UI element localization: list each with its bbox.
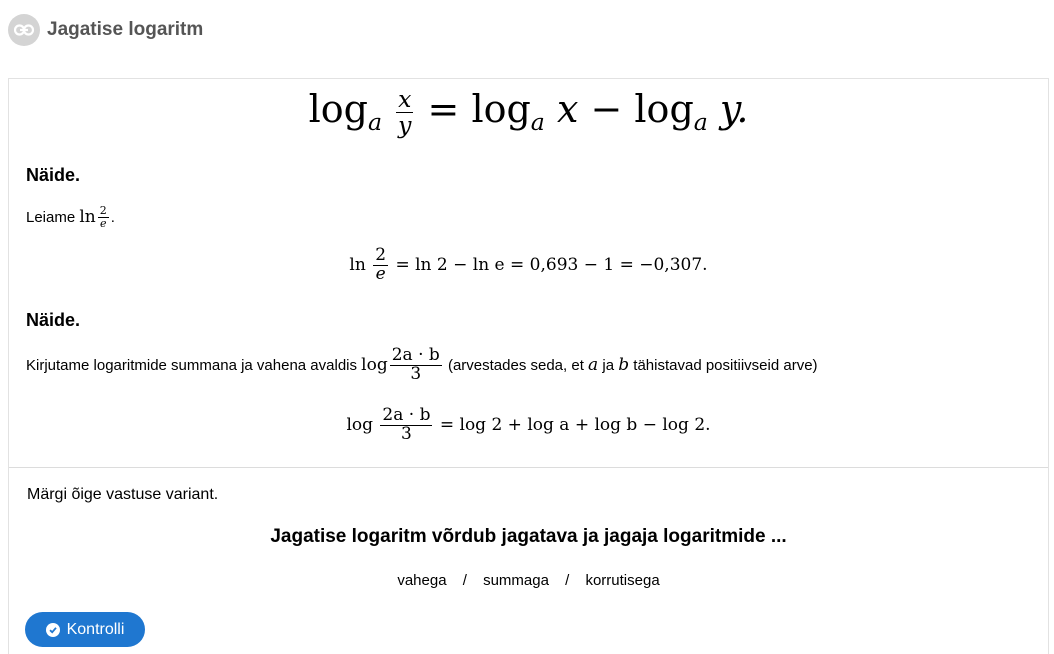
option-separator: / bbox=[462, 572, 467, 589]
link-icon[interactable] bbox=[8, 14, 40, 46]
quiz-question: Jagatise logaritm võrdub jagatava ja jagaja logaritmide ... bbox=[270, 526, 787, 547]
content-card bbox=[8, 78, 1049, 654]
answer-options bbox=[9, 572, 1048, 589]
example-heading-1: Näide. bbox=[26, 165, 81, 185]
option-korrutisega[interactable]: korrutisega bbox=[585, 572, 660, 589]
check-button-label: Kontrolli bbox=[66, 620, 125, 638]
quiz-section bbox=[9, 468, 1048, 654]
check-button[interactable] bbox=[25, 612, 145, 647]
page-title: Jagatise logaritm bbox=[47, 19, 204, 40]
example-2-intro: Kirjutame logaritmide summana ja vahena avaldis log $\frac{2a \cdot b}{3}$ (arvestades seda, et a ja b tähistavad positiivseid arve) bbox=[26, 345, 818, 384]
option-separator: / bbox=[565, 572, 570, 589]
example-2-equation: log $\frac{2a \cdot b}{3}$ = log 2 + log a + log b − log 2. bbox=[346, 405, 711, 444]
example-1-intro: Leiame ln $\frac{2}{e}$ . bbox=[26, 204, 115, 230]
quiz-instruction: Märgi õige vastuse variant. bbox=[27, 486, 219, 503]
check-circle-icon bbox=[46, 623, 60, 637]
option-summaga[interactable]: summaga bbox=[483, 572, 549, 589]
main-formula: $\log_a$ $\frac{x}{y}$ = $\log_a x - \log_a y$. bbox=[308, 85, 749, 139]
option-vahega[interactable]: vahega bbox=[397, 572, 447, 589]
theory-section bbox=[9, 79, 1048, 469]
example-heading-2: Näide. bbox=[26, 310, 81, 330]
header bbox=[8, 14, 203, 46]
example-1-equation: ln $\frac{2}{e}$ = ln 2 − ln e = 0,693 − 1 = −0,307. bbox=[349, 245, 708, 284]
